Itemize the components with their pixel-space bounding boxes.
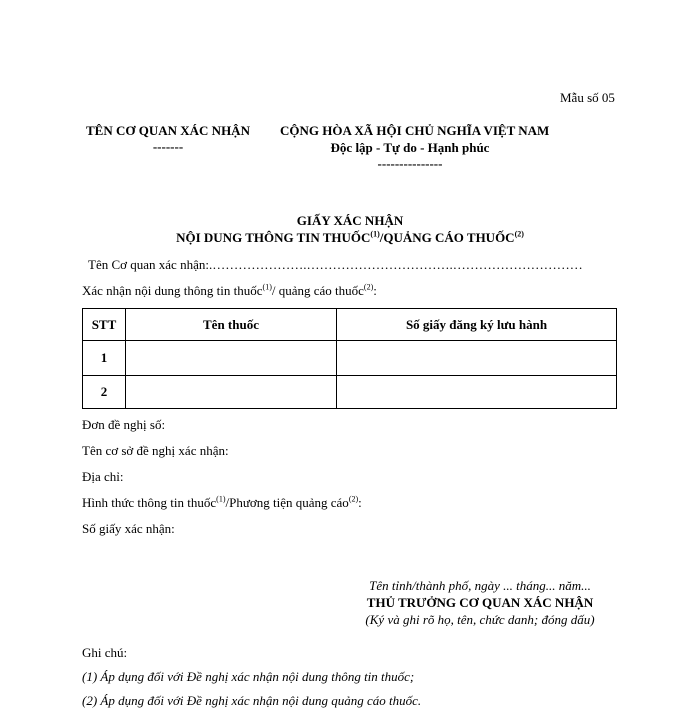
header-reg-number: Số giấy đăng ký lưu hành	[337, 309, 617, 341]
drug-table	[82, 308, 617, 409]
table-row	[83, 341, 617, 376]
left-org-name	[78, 123, 258, 155]
title-line-2-part2: /QUẢNG CÁO THUỐC	[379, 230, 515, 245]
table-row	[83, 376, 617, 409]
signer-title: THỦ TRƯỞNG CƠ QUAN XÁC NHẬN	[366, 595, 594, 610]
country-name: CỘNG HÒA XÃ HỘI CHỦ NGHĨA VIỆT NAM	[280, 123, 550, 138]
confirm-part1: Xác nhận nội dung thông tin thuốc	[82, 283, 263, 298]
note-2: (2) Áp dụng đối với Đề nghị xác nhận nội dung quảng cáo thuốc.	[82, 693, 422, 708]
form-part2: /Phương tiện quảng cáo	[225, 495, 349, 510]
row-reg-number	[337, 376, 617, 409]
confirm-content-line	[82, 283, 377, 299]
confirm-sup-2: (2)	[363, 282, 374, 292]
row-drug-name	[126, 376, 337, 409]
header-stt: STT	[83, 309, 126, 341]
row-stt: 1	[83, 341, 126, 376]
signature-block	[330, 578, 630, 628]
national-header	[280, 123, 550, 172]
form-code: Mẫu số 05	[560, 90, 615, 105]
certificate-number-field: Số giấy xác nhận:	[82, 521, 175, 536]
title-line-2	[80, 230, 620, 246]
row-stt: 2	[83, 376, 126, 409]
title-line-2-part1: NỘI DUNG THÔNG TIN THUỐC	[176, 230, 371, 245]
request-number-field: Đơn đề nghị số:	[82, 417, 166, 432]
title-sup-2: (2)	[514, 229, 524, 239]
org-name-line: Tên Cơ quan xác nhận:.………………….…………………………….…………………………	[88, 257, 583, 272]
document-title	[80, 213, 620, 246]
note-1: (1) Áp dụng đối với Đề nghị xác nhận nội dung thông tin thuốc;	[82, 669, 415, 684]
address-field: Địa chỉ:	[82, 469, 124, 484]
form-sup-2: (2)	[348, 494, 359, 504]
signature-instruction: (Ký và ghi rõ họ, tên, chức danh; đóng dấu)	[365, 612, 595, 627]
header-drug-name: Tên thuốc	[126, 309, 337, 341]
title-line-1: GIẤY XÁC NHẬN	[296, 213, 404, 228]
title-sup-1: (1)	[370, 229, 380, 239]
place-date-line: Tên tỉnh/thành phố, ngày ... tháng... năm...	[369, 578, 591, 593]
row-drug-name	[126, 341, 337, 376]
national-motto: Độc lập - Tự do - Hạnh phúc	[330, 140, 490, 155]
notes-title: Ghi chú:	[82, 645, 128, 660]
confirm-sup-1: (1)	[262, 282, 272, 292]
form-medium-field	[82, 495, 362, 511]
confirm-part2: / quảng cáo thuốc	[271, 283, 364, 298]
left-org-dash: -------	[152, 139, 184, 154]
confirm-part3: :	[373, 283, 377, 298]
left-org-label: TÊN CƠ QUAN XÁC NHẬN	[86, 123, 250, 138]
motto-dash: ---------------	[377, 156, 443, 171]
form-part1: Hình thức thông tin thuốc	[82, 495, 217, 510]
facility-name-field: Tên cơ sở đề nghị xác nhận:	[82, 443, 229, 458]
form-sup-1: (1)	[216, 494, 226, 504]
table-header-row	[83, 309, 617, 341]
row-reg-number	[337, 341, 617, 376]
form-part3: :	[358, 495, 362, 510]
